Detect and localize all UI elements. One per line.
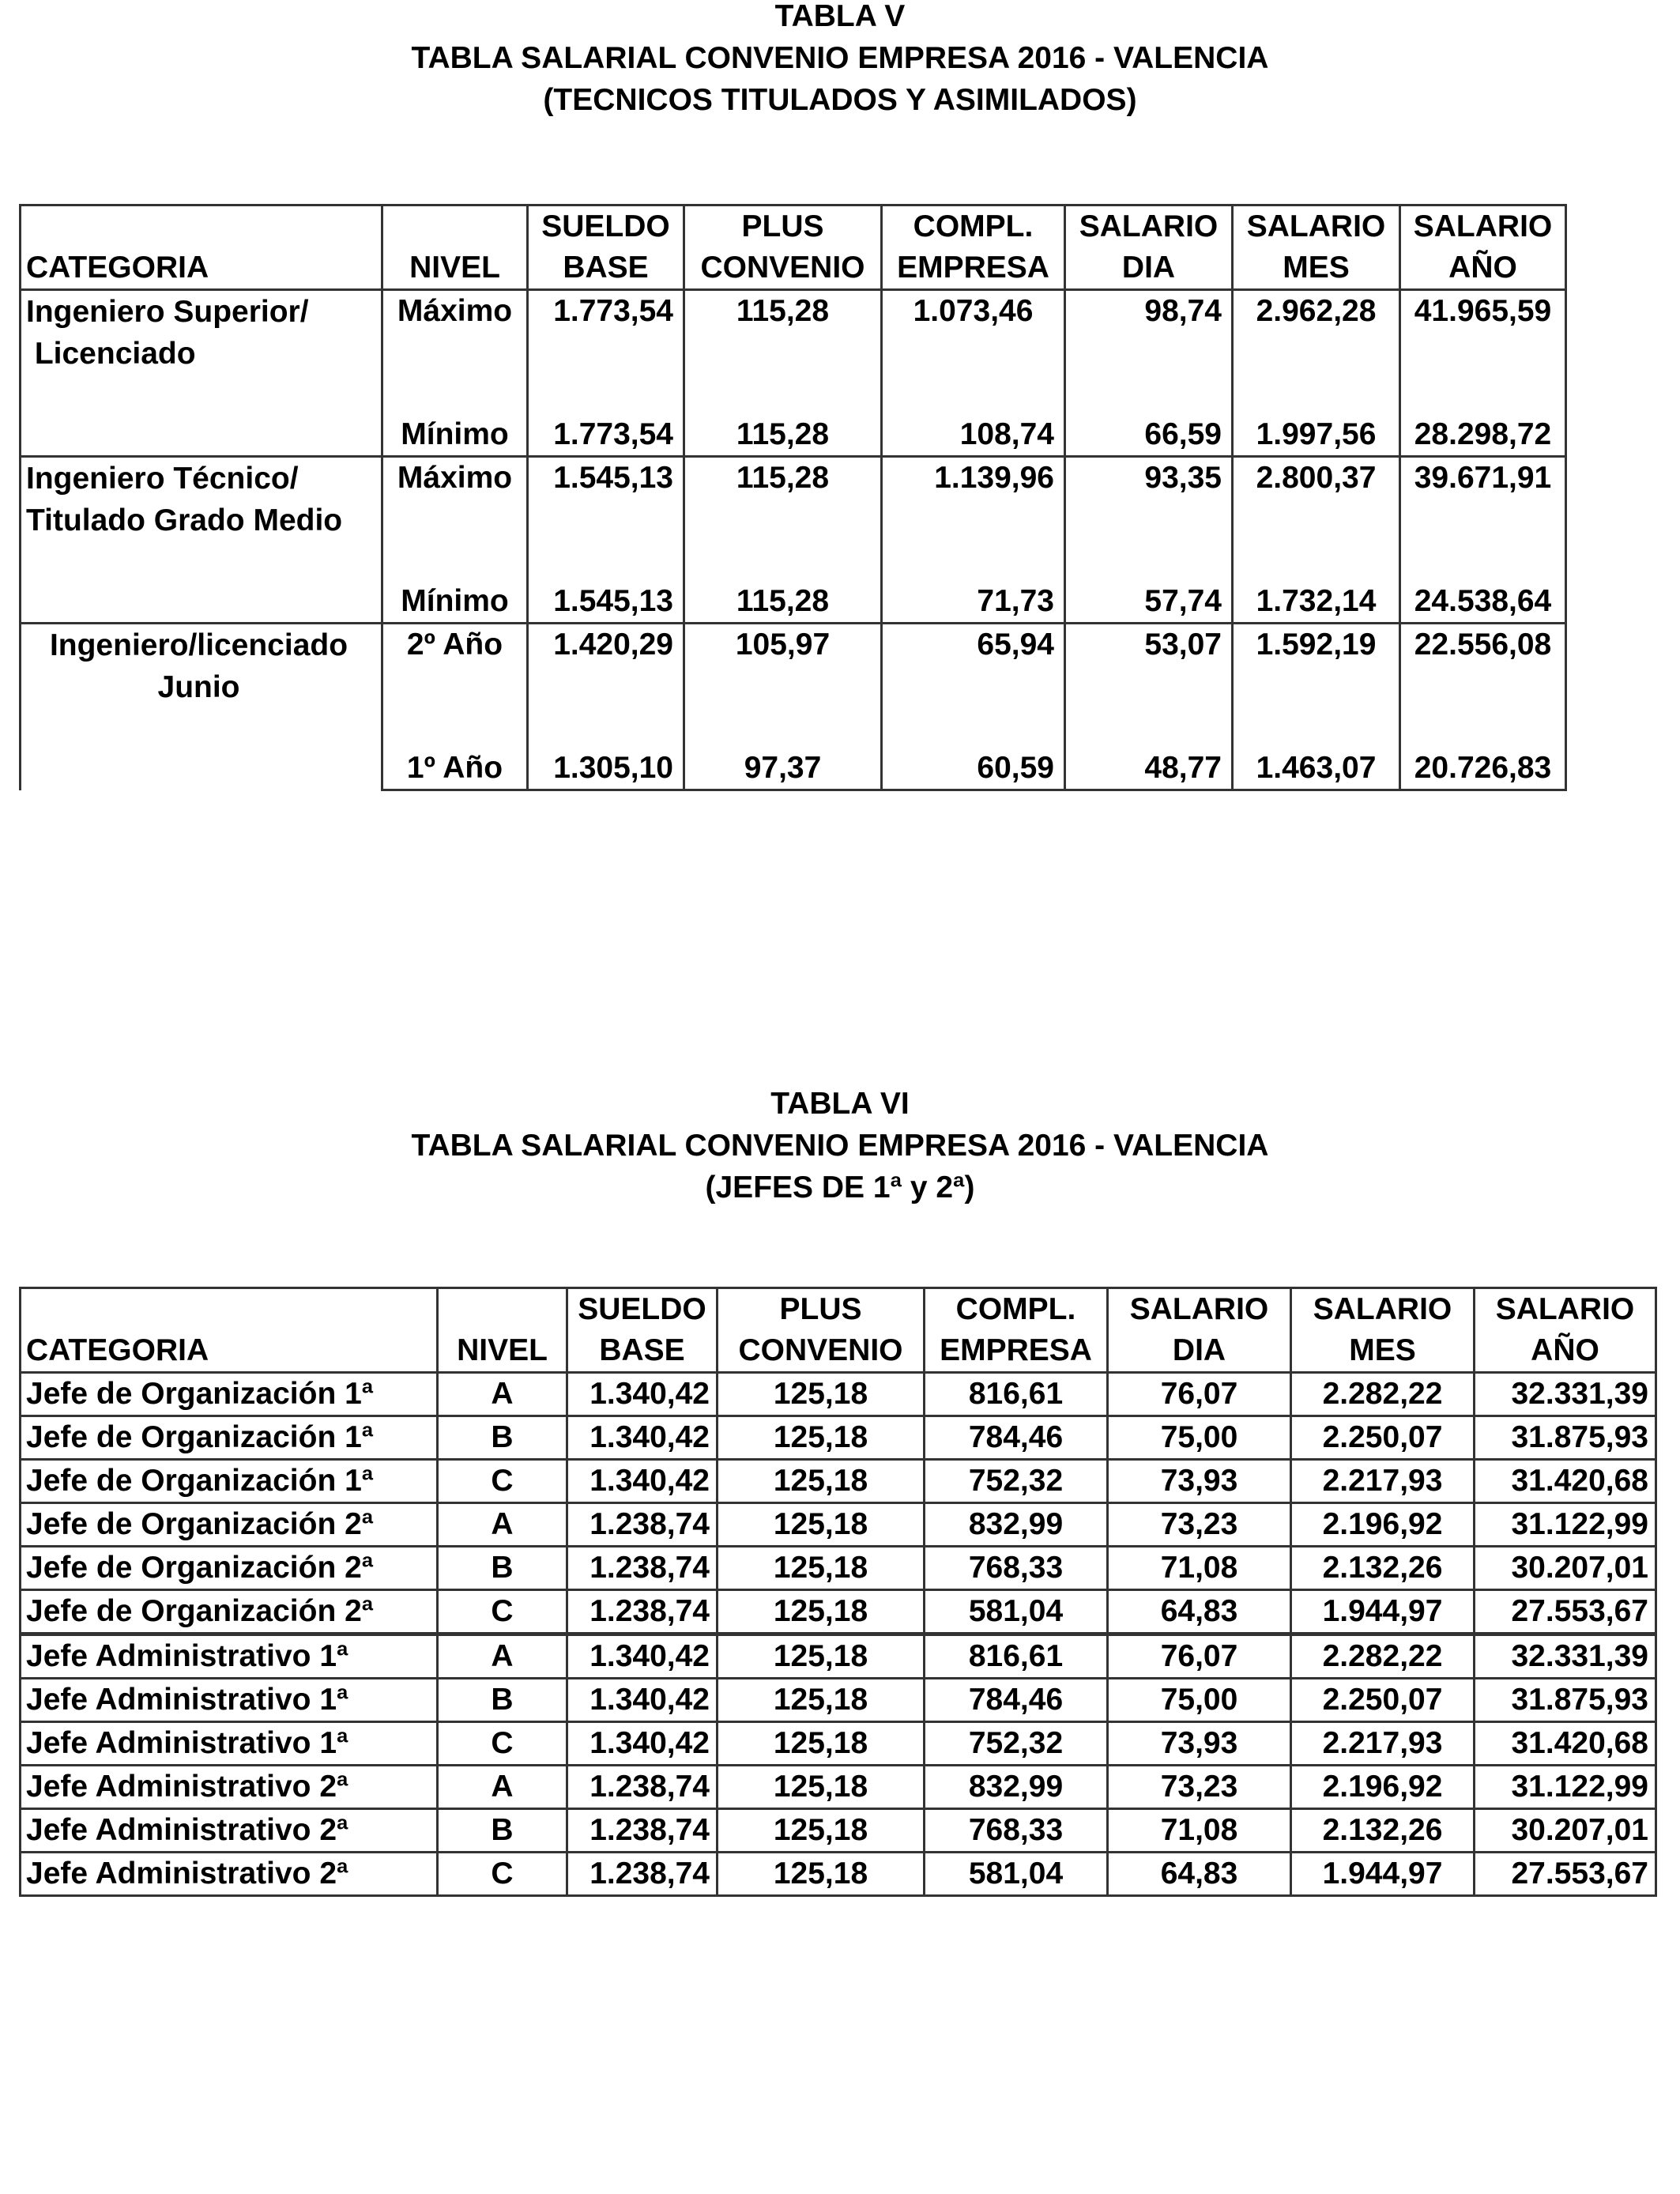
header-salario-mes: SALARIO MES (1291, 1288, 1475, 1373)
header-compl-empresa: COMPL. EMPRESA (882, 205, 1065, 290)
tabla-vi-table (19, 1287, 1657, 1897)
table-row (21, 1853, 1656, 1896)
category-cell: Jefe de Organización 2ª (21, 1590, 438, 1634)
header-salario-ano: SALARIO AÑO (1475, 1288, 1656, 1373)
compl-cell: 768,33 (925, 1809, 1108, 1853)
nivel-cell: Mínimo (382, 581, 528, 624)
header-nivel: NIVEL (382, 205, 528, 290)
dia-cell: 73,93 (1108, 1722, 1291, 1766)
compl-cell: 832,99 (925, 1503, 1108, 1547)
ano-cell: 28.298,72 (1400, 414, 1566, 457)
ano-cell: 41.965,59 (1400, 290, 1566, 333)
mes-cell: 1.997,56 (1233, 414, 1400, 457)
plus-cell: 125,18 (718, 1809, 925, 1853)
mes-cell: 2.132,26 (1291, 1547, 1475, 1590)
mes-cell: 1.944,97 (1291, 1853, 1475, 1896)
compl-cell: 784,46 (925, 1416, 1108, 1460)
nivel-cell: B (438, 1679, 567, 1722)
table-row (21, 1503, 1656, 1547)
compl-cell: 1.139,96 (882, 457, 1065, 499)
sueldo-cell: 1.340,42 (567, 1460, 718, 1503)
nivel-cell: A (438, 1634, 567, 1679)
tabla-vi-title: TABLA VI (770, 1087, 910, 1121)
compl-cell: 784,46 (925, 1679, 1108, 1722)
nivel-cell: C (438, 1722, 567, 1766)
compl-cell: 768,33 (925, 1547, 1108, 1590)
plus-cell: 115,28 (684, 457, 882, 499)
header-sueldo-base: SUELDO BASE (528, 205, 684, 290)
dia-cell: 73,93 (1108, 1460, 1291, 1503)
category-cell: Jefe de Organización 1ª (21, 1460, 438, 1503)
sueldo-cell: 1.238,74 (567, 1503, 718, 1547)
dia-cell: 75,00 (1108, 1416, 1291, 1460)
table-row (21, 1460, 1656, 1503)
sueldo-cell: 1.773,54 (528, 414, 684, 457)
sueldo-cell: 1.420,29 (528, 624, 684, 666)
plus-cell: 115,28 (684, 581, 882, 624)
category-cell: Ingeniero Superior/ Licenciado (21, 290, 382, 457)
nivel-cell: Máximo (382, 457, 528, 499)
dia-cell: 98,74 (1065, 290, 1233, 333)
tabla-v-subtitle: TABLA SALARIAL CONVENIO EMPRESA 2016 - VALENCIA (411, 41, 1269, 75)
header-nivel: NIVEL (438, 1288, 567, 1373)
sueldo-cell: 1.545,13 (528, 581, 684, 624)
sueldo-cell: 1.773,54 (528, 290, 684, 333)
category-cell: Jefe Administrativo 2ª (21, 1809, 438, 1853)
compl-cell: 816,61 (925, 1373, 1108, 1416)
sueldo-cell: 1.238,74 (567, 1590, 718, 1634)
plus-cell: 125,18 (718, 1547, 925, 1590)
plus-cell: 125,18 (718, 1503, 925, 1547)
nivel-cell: A (438, 1766, 567, 1809)
dia-cell: 76,07 (1108, 1634, 1291, 1679)
mes-cell: 2.962,28 (1233, 290, 1400, 333)
tabla-v-header-row (21, 205, 1566, 290)
mes-cell: 2.196,92 (1291, 1503, 1475, 1547)
header-salario-dia: SALARIO DIA (1108, 1288, 1291, 1373)
ano-cell: 32.331,39 (1475, 1634, 1656, 1679)
mes-cell: 1.592,19 (1233, 624, 1400, 666)
tabla-vi-title-block (0, 1083, 1680, 1208)
nivel-cell: Máximo (382, 290, 528, 333)
sueldo-cell: 1.340,42 (567, 1679, 718, 1722)
header-sueldo-base: SUELDO BASE (567, 1288, 718, 1373)
plus-cell: 125,18 (718, 1460, 925, 1503)
ano-cell: 30.207,01 (1475, 1809, 1656, 1853)
dia-cell: 71,08 (1108, 1809, 1291, 1853)
mes-cell: 1.732,14 (1233, 581, 1400, 624)
ano-cell: 31.875,93 (1475, 1679, 1656, 1722)
header-categoria: CATEGORIA (21, 1288, 438, 1373)
category-cell: Jefe Administrativo 2ª (21, 1853, 438, 1896)
sueldo-cell: 1.238,74 (567, 1547, 718, 1590)
table-row (21, 1547, 1656, 1590)
dia-cell: 66,59 (1065, 414, 1233, 457)
plus-cell: 115,28 (684, 414, 882, 457)
mes-cell: 2.196,92 (1291, 1766, 1475, 1809)
tabla-vi-header-row (21, 1288, 1656, 1373)
sueldo-cell: 1.238,74 (567, 1809, 718, 1853)
plus-cell: 125,18 (718, 1373, 925, 1416)
nivel-cell: A (438, 1373, 567, 1416)
ano-cell: 22.556,08 (1400, 624, 1566, 666)
dia-cell: 53,07 (1065, 624, 1233, 666)
sueldo-cell: 1.305,10 (528, 748, 684, 790)
compl-cell: 108,74 (882, 414, 1065, 457)
nivel-cell: C (438, 1853, 567, 1896)
category-cell: Ingeniero Técnico/ Titulado Grado Medio (21, 457, 382, 624)
compl-cell: 1.073,46 (882, 290, 1065, 333)
table-row (21, 1634, 1656, 1679)
dia-cell: 75,00 (1108, 1679, 1291, 1722)
table-row (21, 1809, 1656, 1853)
compl-cell: 752,32 (925, 1460, 1108, 1503)
nivel-cell: B (438, 1809, 567, 1853)
ano-cell: 31.420,68 (1475, 1460, 1656, 1503)
category-cell: Jefe Administrativo 1ª (21, 1679, 438, 1722)
plus-cell: 115,28 (684, 290, 882, 333)
ano-cell: 31.875,93 (1475, 1416, 1656, 1460)
compl-cell: 60,59 (882, 748, 1065, 790)
sueldo-cell: 1.340,42 (567, 1634, 718, 1679)
compl-cell: 65,94 (882, 624, 1065, 666)
table-row (21, 1766, 1656, 1809)
table-row (21, 1722, 1656, 1766)
nivel-cell: 1º Año (382, 748, 528, 790)
category-cell: Jefe Administrativo 2ª (21, 1766, 438, 1809)
plus-cell: 125,18 (718, 1679, 925, 1722)
sueldo-cell: 1.340,42 (567, 1373, 718, 1416)
ano-cell: 24.538,64 (1400, 581, 1566, 624)
table-row (21, 1416, 1656, 1460)
tabla-v-table (19, 204, 1567, 791)
plus-cell: 125,18 (718, 1590, 925, 1634)
plus-cell: 125,18 (718, 1766, 925, 1809)
compl-cell: 581,04 (925, 1590, 1108, 1634)
nivel-cell: 2º Año (382, 624, 528, 666)
header-salario-dia: SALARIO DIA (1065, 205, 1233, 290)
ano-cell: 20.726,83 (1400, 748, 1566, 790)
table-row (21, 1373, 1656, 1416)
dia-cell: 73,23 (1108, 1766, 1291, 1809)
ano-cell: 27.553,67 (1475, 1853, 1656, 1896)
mes-cell: 2.250,07 (1291, 1679, 1475, 1722)
plus-cell: 125,18 (718, 1634, 925, 1679)
mes-cell: 2.282,22 (1291, 1373, 1475, 1416)
category-cell: Ingeniero/licenciado Junio (21, 624, 382, 790)
table-row (21, 457, 1566, 499)
tabla-vi-subtitle: TABLA SALARIAL CONVENIO EMPRESA 2016 - VALENCIA (411, 1129, 1269, 1163)
plus-cell: 125,18 (718, 1416, 925, 1460)
mes-cell: 2.250,07 (1291, 1416, 1475, 1460)
nivel-cell: A (438, 1503, 567, 1547)
header-salario-ano: SALARIO AÑO (1400, 205, 1566, 290)
compl-cell: 581,04 (925, 1853, 1108, 1896)
dia-cell: 57,74 (1065, 581, 1233, 624)
header-categoria: CATEGORIA (21, 205, 382, 290)
dia-cell: 73,23 (1108, 1503, 1291, 1547)
compl-cell: 832,99 (925, 1766, 1108, 1809)
compl-cell: 752,32 (925, 1722, 1108, 1766)
category-cell: Jefe de Organización 2ª (21, 1503, 438, 1547)
plus-cell: 97,37 (684, 748, 882, 790)
ano-cell: 31.122,99 (1475, 1766, 1656, 1809)
mes-cell: 2.217,93 (1291, 1460, 1475, 1503)
tabla-v-subtitle2: (TECNICOS TITULADOS Y ASIMILADOS) (543, 83, 1137, 117)
category-cell: Jefe Administrativo 1ª (21, 1722, 438, 1766)
sueldo-cell: 1.340,42 (567, 1416, 718, 1460)
dia-cell: 64,83 (1108, 1853, 1291, 1896)
plus-cell: 125,18 (718, 1722, 925, 1766)
ano-cell: 30.207,01 (1475, 1547, 1656, 1590)
dia-cell: 48,77 (1065, 748, 1233, 790)
category-cell: Jefe de Organización 1ª (21, 1416, 438, 1460)
ano-cell: 32.331,39 (1475, 1373, 1656, 1416)
category-cell: Jefe de Organización 1ª (21, 1373, 438, 1416)
category-cell: Jefe de Organización 2ª (21, 1547, 438, 1590)
nivel-cell: Mínimo (382, 414, 528, 457)
compl-cell: 816,61 (925, 1634, 1108, 1679)
sueldo-cell: 1.238,74 (567, 1766, 718, 1809)
ano-cell: 31.420,68 (1475, 1722, 1656, 1766)
sueldo-cell: 1.340,42 (567, 1722, 718, 1766)
dia-cell: 64,83 (1108, 1590, 1291, 1634)
table-row (21, 1590, 1656, 1634)
plus-cell: 105,97 (684, 624, 882, 666)
ano-cell: 39.671,91 (1400, 457, 1566, 499)
table-row (21, 1679, 1656, 1722)
header-salario-mes: SALARIO MES (1233, 205, 1400, 290)
nivel-cell: C (438, 1590, 567, 1634)
table-row (21, 624, 1566, 666)
nivel-cell: B (438, 1416, 567, 1460)
tabla-v-title-block (0, 0, 1680, 121)
ano-cell: 27.553,67 (1475, 1590, 1656, 1634)
sueldo-cell: 1.545,13 (528, 457, 684, 499)
ano-cell: 31.122,99 (1475, 1503, 1656, 1547)
tabla-vi-subtitle2: (JEFES DE 1ª y 2ª) (705, 1171, 975, 1204)
nivel-cell: B (438, 1547, 567, 1590)
mes-cell: 2.800,37 (1233, 457, 1400, 499)
dia-cell: 76,07 (1108, 1373, 1291, 1416)
table-row (21, 290, 1566, 333)
header-compl-empresa: COMPL. EMPRESA (925, 1288, 1108, 1373)
header-plus-convenio: PLUS CONVENIO (684, 205, 882, 290)
mes-cell: 1.944,97 (1291, 1590, 1475, 1634)
mes-cell: 2.217,93 (1291, 1722, 1475, 1766)
mes-cell: 2.132,26 (1291, 1809, 1475, 1853)
compl-cell: 71,73 (882, 581, 1065, 624)
category-cell: Jefe Administrativo 1ª (21, 1634, 438, 1679)
header-plus-convenio: PLUS CONVENIO (718, 1288, 925, 1373)
plus-cell: 125,18 (718, 1853, 925, 1896)
mes-cell: 1.463,07 (1233, 748, 1400, 790)
dia-cell: 71,08 (1108, 1547, 1291, 1590)
mes-cell: 2.282,22 (1291, 1634, 1475, 1679)
nivel-cell: C (438, 1460, 567, 1503)
dia-cell: 93,35 (1065, 457, 1233, 499)
tabla-v-title: TABLA V (774, 0, 906, 33)
sueldo-cell: 1.238,74 (567, 1853, 718, 1896)
